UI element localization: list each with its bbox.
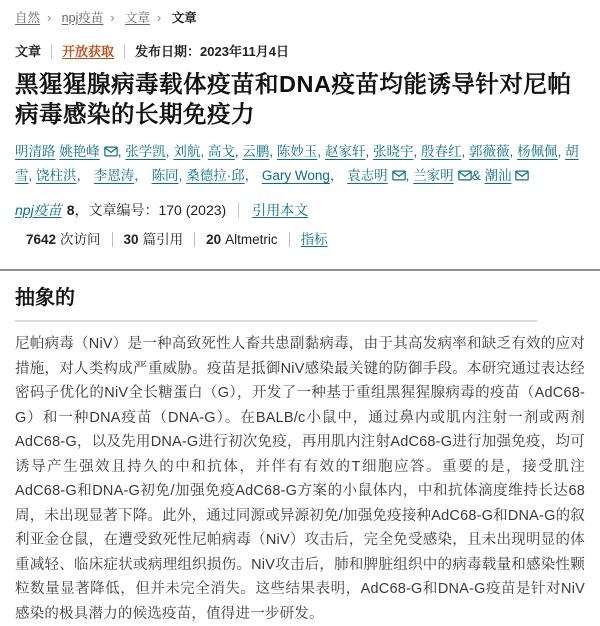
author-separator: , [413, 144, 418, 159]
author-item [173, 144, 204, 159]
abstract-text: 尼帕病毒（NiV）是一种高致死性人畜共患副黏病毒，由于其高发病率和缺乏有效的应对措施，对人类构成严重威胁。疫苗是抵御NiV感染最关键的防御手段。本研究通过表达经密码子优化的NiV全长糖蛋白（G），开发了一种基于重组黑猩猩腺病毒的疫苗（AdC68-G）和一种DNA疫苗（DNA-G）。在BALB/c小鼠中，通过鼻内或肌内注射一剂或两剂AdC68-G，以及先用DNA-G进行初次免疫，再用肌内注射AdC68-G进行加强免疫，均可诱导产生强效且持久的中和抗体，并伴有有效的T细胞应答。重要的是，接受肌注AdC68-G和DNA-G初免/加强免疫AdC68-G方案的小鼠体内，中和抗体滴度维持长达68周，未出现显著下降。此外，通过同源或异源初免/加强免疫接种AdC68-G和DNA-G的叙利亚金仓鼠，在遭受致死性尼帕病毒（NiV）攻击后，完全免受感染，且未出现明显的体重减轻、临床症状或病理组织损伤。NiV攻击后，肺和脾脏组织中的病毒载量和感染性颗粒数量显著降低，但并未完全消失。这些结果表明，AdC68-G和DNA-G疫苗是针对NiV感染的极具潜力的候选疫苗，值得进一步研发。 [15, 336, 585, 622]
metric-item [15, 232, 113, 247]
breadcrumb-link[interactable]: 文章 [125, 11, 151, 25]
article-metrics [15, 231, 585, 248]
email-icon[interactable] [515, 166, 529, 189]
author-item [421, 144, 465, 159]
author-item [15, 144, 56, 159]
metric-label: 篇引用 [142, 232, 184, 247]
author-item [152, 168, 183, 183]
author-link[interactable]: 高戈 [207, 144, 235, 159]
breadcrumb-separator-icon: › [47, 11, 52, 25]
author-item [347, 168, 409, 183]
author-link[interactable]: 桑德拉·邱 [186, 167, 245, 183]
author-separator: , [461, 144, 466, 159]
author-separator: ， [76, 167, 91, 183]
journal-link[interactable]: npj疫苗 [15, 202, 62, 218]
breadcrumb-separator-icon: › [157, 11, 162, 25]
author-link[interactable]: 刘航 [173, 144, 201, 159]
author-separator: , [234, 144, 239, 159]
published-date: 2023年11月4日 [200, 44, 289, 59]
author-separator: , [165, 144, 170, 159]
author-separator: , [117, 144, 122, 159]
metric-label: Altmetric [225, 232, 278, 247]
email-icon[interactable] [458, 166, 472, 189]
author-separator: , [317, 144, 322, 159]
journal-volume: 8 [66, 202, 75, 218]
breadcrumb [15, 10, 585, 26]
published-label: 发布日期： [135, 44, 201, 59]
email-icon[interactable] [104, 142, 118, 165]
author-item [59, 144, 121, 159]
metric-value: 30 [123, 232, 139, 247]
article-meta [15, 43, 585, 60]
breadcrumb-item [15, 11, 58, 25]
author-link[interactable]: 胡雪 [15, 144, 579, 183]
email-icon[interactable] [392, 166, 406, 189]
author-link[interactable]: 张学凯 [125, 144, 166, 159]
author-item [517, 144, 561, 159]
breadcrumb-link[interactable]: 自然 [15, 11, 41, 25]
author-link[interactable]: 姚艳峰 [59, 144, 100, 159]
breadcrumb-link[interactable]: npj疫苗 [61, 11, 104, 25]
author-separator: , [557, 144, 562, 159]
author-separator: , [405, 167, 410, 183]
breadcrumb-item [172, 11, 211, 25]
section-divider [0, 269, 600, 271]
author-item [469, 144, 513, 159]
author-item [242, 144, 273, 159]
author-link[interactable]: 张晓宇 [372, 144, 414, 159]
author-separator: , [200, 144, 205, 159]
author-item [125, 144, 169, 159]
open-access-link[interactable]: 开放获取 [62, 44, 115, 59]
author-link[interactable]: Gary Wong [261, 167, 330, 183]
breadcrumb-item [62, 11, 122, 25]
author-link[interactable]: 殷春红 [421, 144, 462, 159]
author-item [325, 144, 369, 159]
author-separator: , [269, 144, 274, 159]
author-item [36, 168, 90, 183]
author-link[interactable]: 郭薇薇 [469, 144, 510, 159]
author-link[interactable]: 杨佩佩 [517, 144, 558, 159]
article-number-label: ，文章编号： [74, 202, 159, 218]
journal-citation [15, 201, 585, 219]
page-title: 黑猩猩腺病毒载体疫苗和DNA疫苗均能诱导针对尼帕病毒感染的长期免疫力 [15, 71, 572, 127]
author-separator: & [471, 167, 481, 183]
author-item [208, 144, 239, 159]
author-separator: ， [244, 167, 259, 183]
metric-value: 7642 [26, 232, 57, 247]
metrics-link[interactable]: 指标 [300, 232, 328, 247]
author-link[interactable]: 陈同 [151, 167, 179, 183]
article-type-label: 文章 [15, 44, 42, 59]
author-link[interactable]: 李恩涛 [93, 167, 135, 183]
metric-item [195, 232, 290, 247]
author-link[interactable]: 潮汕 [484, 167, 512, 183]
abstract-heading-rule [15, 320, 537, 322]
metric-label: 次访问 [60, 232, 101, 247]
breadcrumb-current: 文章 [171, 11, 197, 25]
breadcrumb-separator-icon: › [110, 11, 115, 25]
author-link[interactable]: 饶柱洪 [36, 167, 77, 183]
author-link[interactable]: 袁志明 [347, 167, 388, 183]
author-item [373, 144, 417, 159]
cite-article-link[interactable]: 引用本文 [238, 202, 308, 218]
author-separator: , [509, 144, 514, 159]
author-item [277, 144, 321, 159]
author-item [94, 168, 148, 183]
metric-item [113, 232, 196, 247]
author-link[interactable]: 兰家明 [413, 167, 454, 183]
metric-value: 20 [206, 232, 222, 247]
breadcrumb-item [125, 11, 168, 25]
author-link[interactable]: 明清路 [15, 144, 56, 159]
author-separator: ， [329, 167, 344, 183]
author-separator: , [365, 144, 370, 159]
author-item [262, 168, 344, 183]
author-item [413, 168, 481, 183]
author-link[interactable]: 云鹏 [242, 144, 270, 159]
author-separator: ， [134, 167, 148, 183]
article-number: 170 (2023) [158, 202, 227, 218]
author-item [186, 168, 258, 183]
author-list [15, 141, 585, 188]
author-link[interactable]: 赵家轩 [324, 144, 366, 159]
abstract-heading: 抽象的 [15, 287, 75, 309]
author-separator: , [28, 167, 33, 183]
author-item [484, 168, 529, 183]
author-link[interactable]: 陈妙玉 [276, 144, 318, 159]
author-separator: , [178, 167, 183, 183]
